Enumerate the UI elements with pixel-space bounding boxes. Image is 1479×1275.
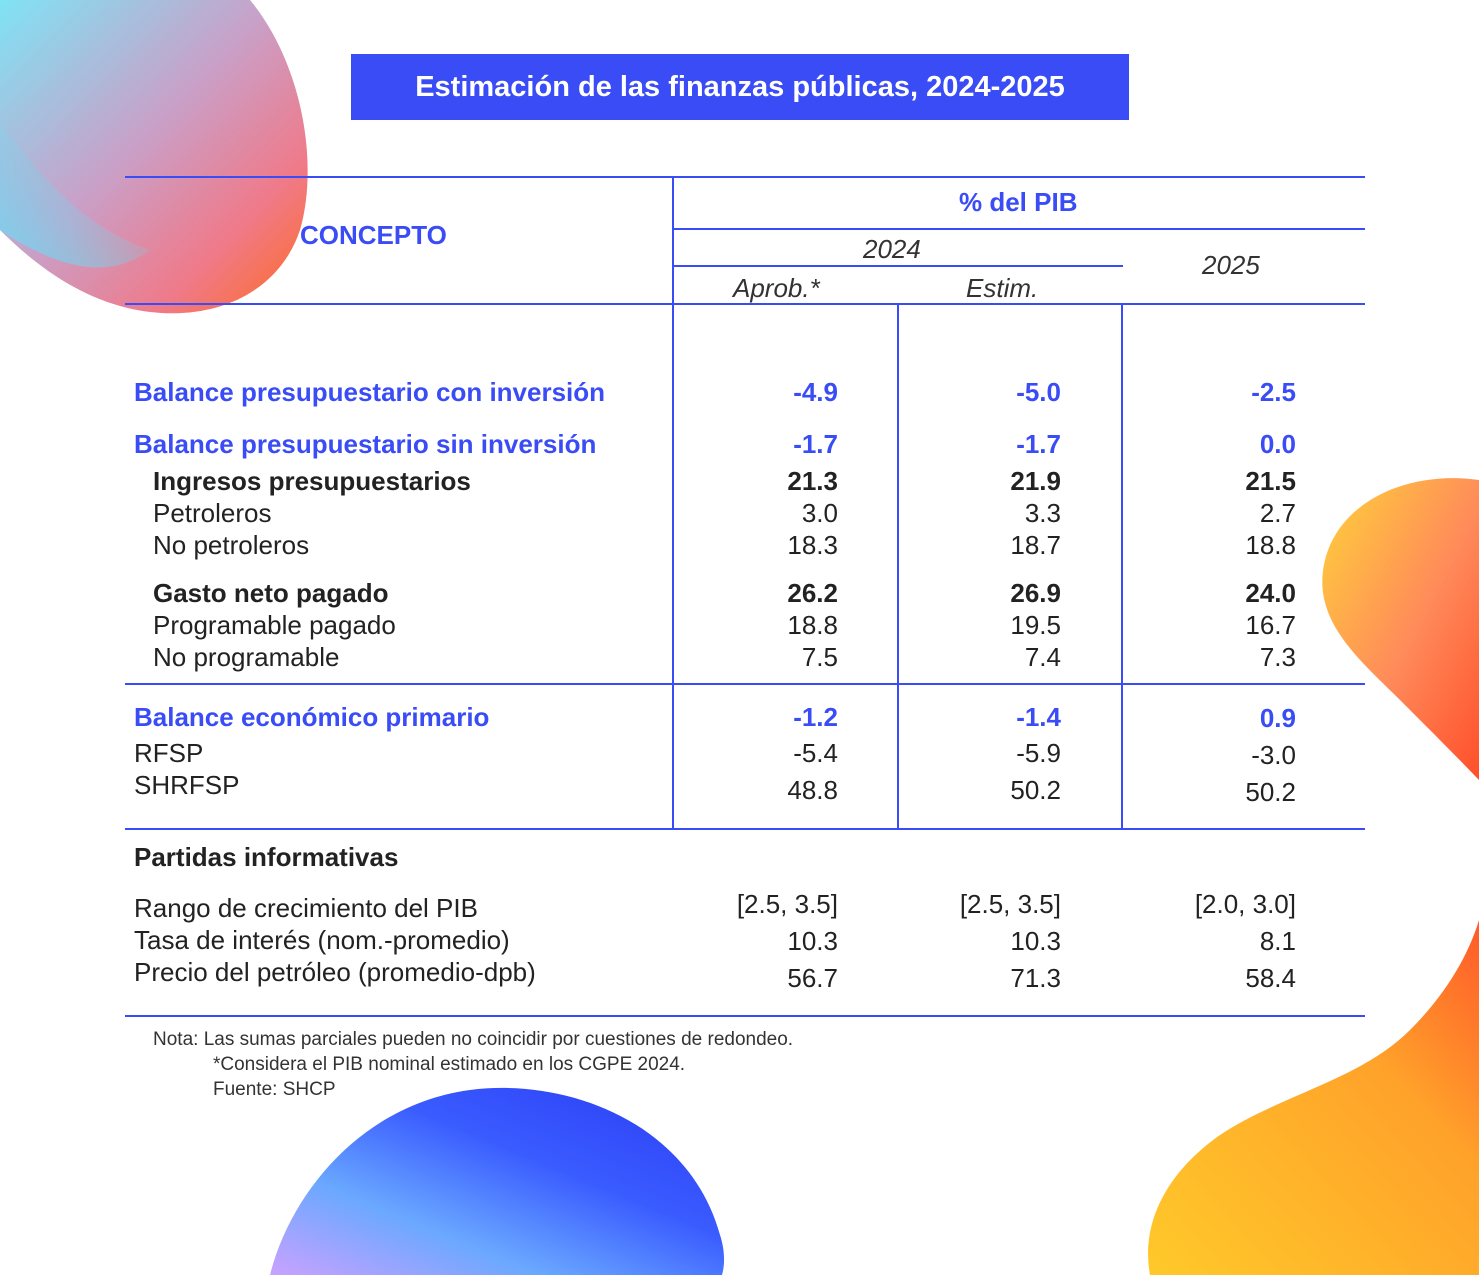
cell-aprob: 48.8 xyxy=(787,775,838,805)
row-label: Balance presupuestario con inversión xyxy=(134,377,606,407)
cell-aprob: 7.5 xyxy=(801,642,838,672)
header-year-2024: 2024 xyxy=(863,234,921,264)
cell-aprob: -5.4 xyxy=(793,738,838,768)
cell-aprob: 18.3 xyxy=(787,530,838,560)
note-line-1: Nota: Las sumas parciales pueden no coincidir por cuestiones de redondeo. xyxy=(153,1029,794,1050)
decorative-blob-bottom-center xyxy=(270,1085,730,1275)
header-estim: Estim. xyxy=(966,273,1039,303)
cell-aprob: 3.0 xyxy=(801,498,838,528)
row-label: Ingresos presupuestarios xyxy=(153,466,471,496)
col-divider-concept xyxy=(672,176,674,829)
cell-2025: 18.8 xyxy=(1245,530,1296,560)
cell-estim: -1.7 xyxy=(1016,429,1061,459)
cell-estim: 26.9 xyxy=(1010,578,1061,608)
cell-estim: 7.4 xyxy=(1024,642,1061,672)
cell-2025: 8.1 xyxy=(1259,926,1296,956)
row-label: Petroleros xyxy=(153,498,272,528)
header-aprob: Aprob.* xyxy=(733,273,820,303)
note-line-2: *Considera el PIB nominal estimado en los CGPE 2024. xyxy=(213,1054,686,1075)
header-bottom-border xyxy=(125,303,1365,305)
cell-estim: [2.5, 3.5] xyxy=(959,889,1061,919)
cell-2025: 58.4 xyxy=(1245,963,1296,993)
col-divider-aprob xyxy=(897,303,899,829)
informativas-heading: Partidas informativas xyxy=(134,842,399,872)
note-source: Fuente: SHCP xyxy=(213,1079,336,1100)
header-2024-underline xyxy=(673,265,1123,267)
row-label: Balance económico primario xyxy=(134,702,490,732)
cell-estim: 50.2 xyxy=(1010,775,1061,805)
cell-2025: 24.0 xyxy=(1245,578,1296,608)
cell-estim: 19.5 xyxy=(1010,610,1061,640)
row-label: Programable pagado xyxy=(153,610,396,640)
row-label: Gasto neto pagado xyxy=(153,578,389,608)
row-label: Precio del petróleo (promedio-dpb) xyxy=(134,957,536,987)
cell-aprob: [2.5, 3.5] xyxy=(736,889,838,919)
cell-estim: 3.3 xyxy=(1024,498,1061,528)
decorative-blob-right xyxy=(1300,470,1479,790)
row-label: No petroleros xyxy=(153,530,310,560)
cell-estim: -5.0 xyxy=(1016,377,1061,407)
cell-aprob: 26.2 xyxy=(787,578,838,608)
decorative-blob-bottom-right xyxy=(1130,920,1479,1275)
section-divider-2 xyxy=(125,828,1365,830)
row-label: RFSP xyxy=(134,738,204,768)
table-bottom-border xyxy=(125,1015,1365,1017)
header-concepto: CONCEPTO xyxy=(300,220,447,250)
page-title: Estimación de las finanzas públicas, 2024-2025 xyxy=(351,54,1129,120)
row-label: SHRFSP xyxy=(134,770,240,800)
cell-2025: -3.0 xyxy=(1251,740,1296,770)
cell-2025: 21.5 xyxy=(1245,466,1296,496)
cell-2025: [2.0, 3.0] xyxy=(1194,889,1296,919)
cell-2025: 0.0 xyxy=(1259,429,1296,459)
row-label: Rango de crecimiento del PIB xyxy=(134,893,478,923)
cell-aprob: -1.7 xyxy=(793,429,838,459)
row-label: Balance presupuestario sin inversión xyxy=(134,429,597,459)
col-divider-estim xyxy=(1121,303,1123,829)
table-top-border xyxy=(125,176,1365,178)
row-label: No programable xyxy=(153,642,340,672)
cell-2025: 2.7 xyxy=(1259,498,1296,528)
cell-aprob: 10.3 xyxy=(787,926,838,956)
cell-estim: 21.9 xyxy=(1010,466,1061,496)
cell-aprob: 18.8 xyxy=(787,610,838,640)
header-pct-pib: % del PIB xyxy=(959,187,1078,217)
cell-aprob: -1.2 xyxy=(793,702,838,732)
cell-2025: -2.5 xyxy=(1251,377,1296,407)
cell-estim: 10.3 xyxy=(1010,926,1061,956)
cell-estim: 18.7 xyxy=(1010,530,1061,560)
cell-2025: 0.9 xyxy=(1259,703,1296,733)
cell-2025: 7.3 xyxy=(1259,642,1296,672)
header-year-2025: 2025 xyxy=(1202,250,1260,280)
cell-estim: -5.9 xyxy=(1016,738,1061,768)
cell-estim: -1.4 xyxy=(1016,702,1061,732)
cell-estim: 71.3 xyxy=(1010,963,1061,993)
cell-aprob: 56.7 xyxy=(787,963,838,993)
cell-2025: 50.2 xyxy=(1245,777,1296,807)
cell-aprob: -4.9 xyxy=(793,377,838,407)
section-divider-1 xyxy=(125,683,1365,685)
row-label: Tasa de interés (nom.-promedio) xyxy=(134,925,510,955)
decorative-blob-top-left xyxy=(0,0,320,320)
header-pib-underline xyxy=(673,228,1365,230)
cell-2025: 16.7 xyxy=(1245,610,1296,640)
cell-aprob: 21.3 xyxy=(787,466,838,496)
